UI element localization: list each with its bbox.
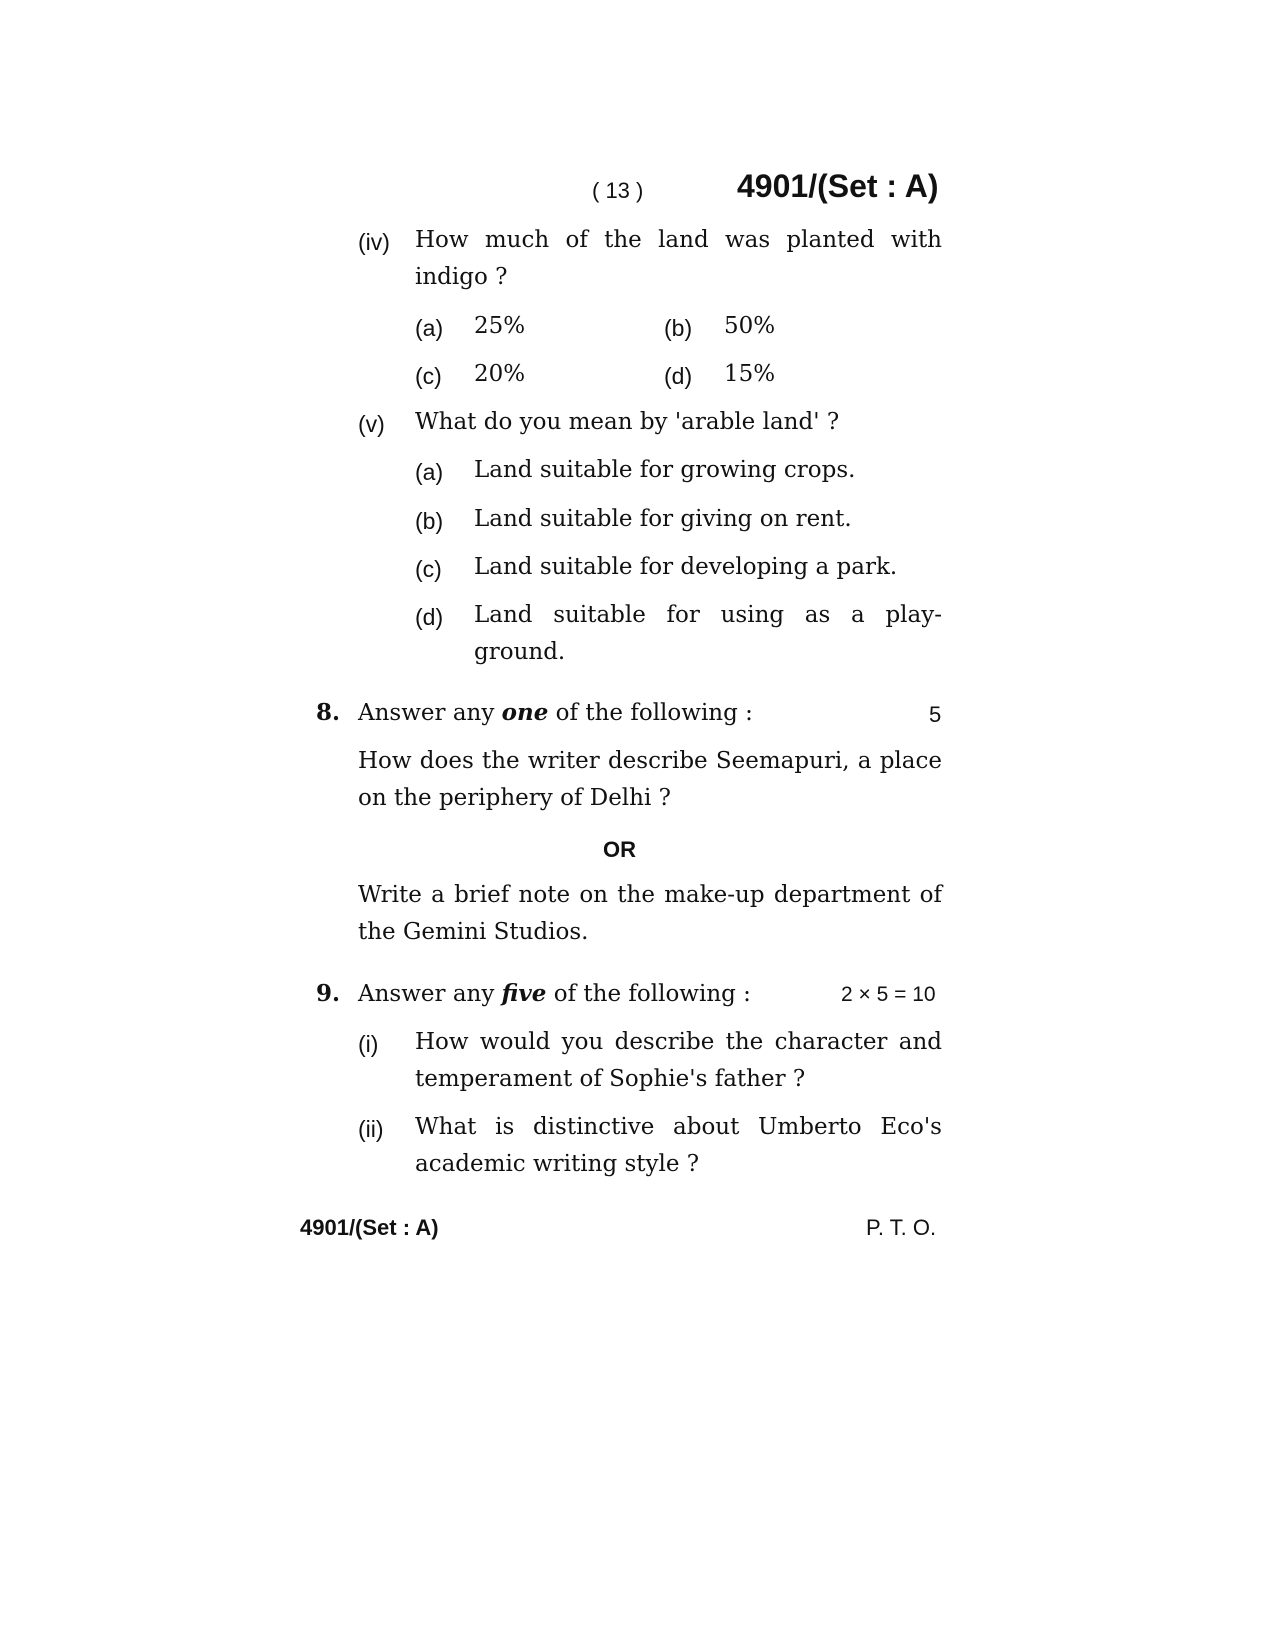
subquestion-number-i: (i) xyxy=(358,1031,379,1057)
page-number: ( 13 ) xyxy=(592,178,644,203)
subquestion-text-i-line2: temperament of Sophie's father ? xyxy=(415,1066,806,1092)
option-label: (d) xyxy=(415,604,444,630)
set-code-header: 4901/(Set : A) xyxy=(737,168,939,204)
option-label: (b) xyxy=(664,315,693,341)
subquestion-text-iv-line2: indigo ? xyxy=(415,264,508,290)
subquestion-text-i-line1: How would you describe the character and xyxy=(415,1029,942,1055)
option-text: Land suitable for growing crops. xyxy=(474,457,856,483)
question-8-marks: 5 xyxy=(929,702,942,727)
instruction-emphasis: one xyxy=(501,699,549,726)
option-text: 50% xyxy=(724,313,776,339)
option-text: Land suitable for developing a park. xyxy=(474,554,898,580)
subquestion-text-v: What do you mean by 'arable land' ? xyxy=(415,409,840,435)
question-8-part1-line2: on the periphery of Delhi ? xyxy=(358,785,671,811)
instruction-emphasis: five xyxy=(501,980,547,1007)
option-label: (a) xyxy=(415,459,444,485)
option-label: (c) xyxy=(415,556,442,582)
set-code-footer: 4901/(Set : A) xyxy=(300,1215,439,1240)
option-text: 25% xyxy=(474,313,526,339)
subquestion-number-iv: (iv) xyxy=(358,229,390,255)
question-8-instruction xyxy=(358,699,753,726)
option-text: Land suitable for giving on rent. xyxy=(474,506,852,532)
subquestion-text-ii-line1: What is distinctive about Umberto Eco's xyxy=(415,1114,942,1140)
option-label: (c) xyxy=(415,363,442,389)
question-number-9: 9. xyxy=(316,980,341,1007)
instruction-prefix: Answer any xyxy=(358,981,502,1007)
option-label: (b) xyxy=(415,508,444,534)
option-text-line1: Land suitable for using as a play- xyxy=(474,602,942,628)
instruction-suffix: of the following : xyxy=(548,700,753,726)
option-text: 20% xyxy=(474,361,526,387)
option-text-line2: ground. xyxy=(474,639,566,665)
option-label: (d) xyxy=(664,363,693,389)
option-text: 15% xyxy=(724,361,776,387)
instruction-suffix: of the following : xyxy=(546,981,751,1007)
question-8-part2-line2: the Gemini Studios. xyxy=(358,919,589,945)
question-9-instruction xyxy=(358,980,751,1007)
question-number-8: 8. xyxy=(316,699,341,726)
option-label: (a) xyxy=(415,315,444,341)
question-9-marks: 2 × 5 = 10 xyxy=(841,983,936,1006)
instruction-prefix: Answer any xyxy=(358,700,502,726)
subquestion-number-v: (v) xyxy=(358,411,385,437)
subquestion-number-ii: (ii) xyxy=(358,1116,384,1142)
pto-label: P. T. O. xyxy=(866,1215,937,1240)
question-8-part2-line1: Write a brief note on the make-up department of xyxy=(358,882,942,908)
subquestion-text-ii-line2: academic writing style ? xyxy=(415,1151,700,1177)
or-divider: OR xyxy=(603,837,636,862)
question-8-part1-line1: How does the writer describe Seemapuri, a place xyxy=(358,748,942,774)
subquestion-text-iv-line1: How much of the land was planted with xyxy=(415,227,942,253)
